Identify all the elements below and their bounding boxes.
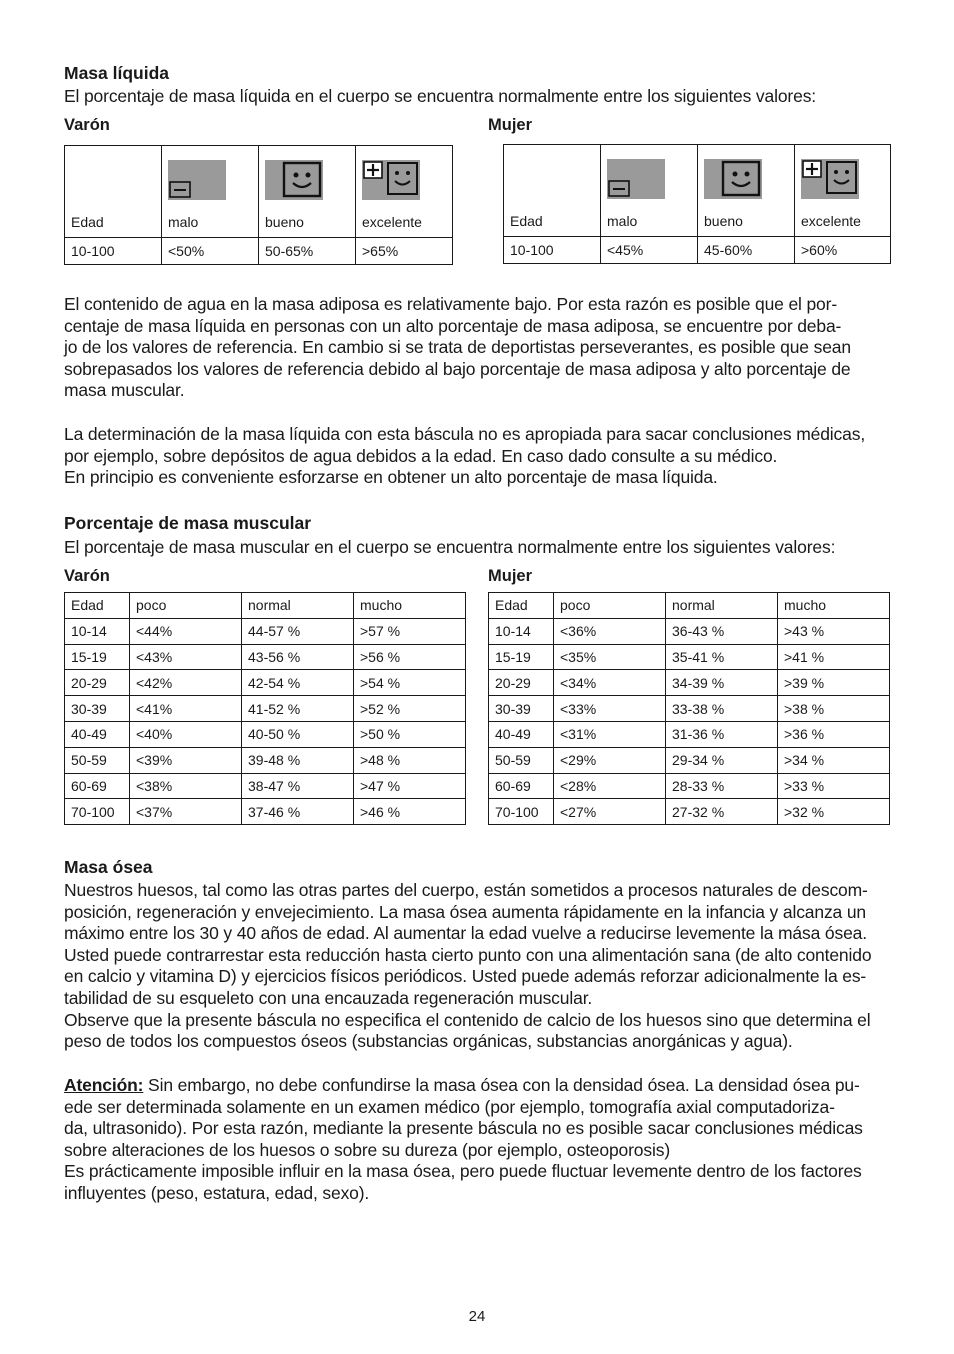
liquid-paragraph-2: La determinación de la masa líquida con esta báscula no es apropiada para sacar conclusiones médicas, por ejemplo, sobre depósitos de agua debidos a la edad. En caso dado consulte a su médico. En principio es conveniente esforzarse en obtener un alto porcentaje de masa líquida. xyxy=(64,424,866,488)
bone-attention-text: Sin embargo, no debe confundirse la masa ósea con la densidad ósea. La densidad ósea pu- ede ser determinada solamente en un examen médico (por ejemplo, tomografía axial computadoriza- da, ultrasonido). Por esta razón, mediante la presente báscula no es posible sacar conclusiones médicas sobre alteraciones de los huesos o sobre su dureza (por ejemplo, osteoporosis) Es prácticamente imposible influir en la masa ósea, pero puede fluctuar levemente dentro de los factores influyentes (peso, estatura, edad, sexo). xyxy=(64,1075,863,1203)
table-row xyxy=(65,670,466,696)
smiley-icon xyxy=(265,160,323,200)
cell: <39% xyxy=(130,747,242,773)
cell: 70-100 xyxy=(489,799,554,825)
table-row xyxy=(489,644,890,670)
table-row xyxy=(489,799,890,825)
liquid-female-label: Mujer xyxy=(488,116,533,134)
cell: >48 % xyxy=(354,747,466,773)
header-cell: malo xyxy=(162,146,259,238)
page-number: 24 xyxy=(468,1308,486,1325)
cell: <43% xyxy=(130,644,242,670)
cell: >36 % xyxy=(778,721,890,747)
cell: >43 % xyxy=(778,618,890,644)
cell: 10-14 xyxy=(489,618,554,644)
cell: 35-41 % xyxy=(666,644,778,670)
header-cell: malo xyxy=(601,145,698,237)
cell: 40-49 xyxy=(489,721,554,747)
table-row xyxy=(65,644,466,670)
cell: 28-33 % xyxy=(666,773,778,799)
liquid-intro: El porcentaje de masa líquida en el cuerpo se encuentra normalmente entre los siguientes valores: xyxy=(64,86,817,106)
cell: <31% xyxy=(554,721,666,747)
header-cell: Edad xyxy=(504,145,601,237)
table-row xyxy=(65,747,466,773)
cell: 30-39 xyxy=(65,696,130,722)
table-header-row xyxy=(489,593,890,619)
cell: >38 % xyxy=(778,696,890,722)
header-cell: excelente xyxy=(356,146,453,238)
cell: 50-65% xyxy=(259,238,356,265)
cell: 50-59 xyxy=(65,747,130,773)
cell: <42% xyxy=(130,670,242,696)
cell: 50-59 xyxy=(489,747,554,773)
cell: 31-36 % xyxy=(666,721,778,747)
muscle-male-label: Varón xyxy=(64,567,110,585)
cell: 27-32 % xyxy=(666,799,778,825)
cell: >57 % xyxy=(354,618,466,644)
cell: >41 % xyxy=(778,644,890,670)
cell: 45-60% xyxy=(698,237,795,264)
cell: >60% xyxy=(795,237,891,264)
cell: 20-29 xyxy=(489,670,554,696)
header-cell: Edad xyxy=(65,593,130,619)
header-cell: Edad xyxy=(65,146,162,238)
cell: >65% xyxy=(356,238,453,265)
cell: 37-46 % xyxy=(242,799,354,825)
table-row xyxy=(65,721,466,747)
cell: <44% xyxy=(130,618,242,644)
cell: 10-100 xyxy=(65,238,162,265)
cell: <40% xyxy=(130,721,242,747)
table-row xyxy=(65,238,453,265)
smiley-icon xyxy=(704,159,762,199)
cell: >54 % xyxy=(354,670,466,696)
cell: 10-14 xyxy=(65,618,130,644)
table-row xyxy=(504,237,891,264)
cell: <41% xyxy=(130,696,242,722)
cell: <27% xyxy=(554,799,666,825)
cell: <28% xyxy=(554,773,666,799)
cell: <36% xyxy=(554,618,666,644)
cell: <38% xyxy=(130,773,242,799)
header-cell: mucho xyxy=(778,593,890,619)
muscle-female-label: Mujer xyxy=(488,567,533,585)
table-row xyxy=(489,618,890,644)
header-cell: mucho xyxy=(354,593,466,619)
header-cell: excelente xyxy=(795,145,891,237)
cell: 39-48 % xyxy=(242,747,354,773)
cell: 60-69 xyxy=(65,773,130,799)
attention-label: Atención: xyxy=(64,1075,144,1095)
cell: <29% xyxy=(554,747,666,773)
header-cell: bueno xyxy=(698,145,795,237)
cell: 33-38 % xyxy=(666,696,778,722)
cell: >33 % xyxy=(778,773,890,799)
muscle-intro: El porcentaje de masa muscular en el cuerpo se encuentra normalmente entre los siguientes valores: xyxy=(64,537,836,557)
muscle-title: Porcentaje de masa muscular xyxy=(64,513,312,533)
cell: <50% xyxy=(162,238,259,265)
muscle-male-table xyxy=(64,592,466,825)
cell: 40-50 % xyxy=(242,721,354,747)
minus-icon xyxy=(168,160,226,200)
liquid-female-table xyxy=(503,144,891,264)
cell: 29-34 % xyxy=(666,747,778,773)
cell: 15-19 xyxy=(489,644,554,670)
liquid-male-label: Varón xyxy=(64,116,110,134)
cell: 36-43 % xyxy=(666,618,778,644)
header-cell: normal xyxy=(242,593,354,619)
header-cell: Edad xyxy=(489,593,554,619)
cell: 10-100 xyxy=(504,237,601,264)
cell: <45% xyxy=(601,237,698,264)
table-header-row xyxy=(65,593,466,619)
cell: <33% xyxy=(554,696,666,722)
table-row xyxy=(65,696,466,722)
bone-paragraph-1: Nuestros huesos, tal como las otras partes del cuerpo, están sometidos a procesos naturales de descom- posición, regeneración y envejecimiento. La masa ósea aumenta rápidamente en la infancia y alcanza un máximo entre los 30 y 40 años de edad. Al aumentar la edad vuelve a reducirse levemente la mása ósea. Usted puede contrarrestar esta reducción hasta cierto punto con una alimentación sana (de alto contenido en calcio y vitamina D) y ejercicios físicos periódicos. Usted puede además reforzar adicionalmente la es- tabilidad de su esqueleto con una encauzada regeneración muscular. Observe que la presente báscula no especifica el contenido de calcio de los huesos sino que determina el peso de todos los compuestos óseos (substancias orgánicas, substancias anorgánicas y agua). xyxy=(64,880,872,1052)
cell: >47 % xyxy=(354,773,466,799)
table-row xyxy=(65,618,466,644)
header-cell: bueno xyxy=(259,146,356,238)
cell: 44-57 % xyxy=(242,618,354,644)
bone-title: Masa ósea xyxy=(64,857,153,877)
header-cell: poco xyxy=(554,593,666,619)
cell: 30-39 xyxy=(489,696,554,722)
table-row xyxy=(489,721,890,747)
muscle-male-body xyxy=(65,618,466,824)
table-row xyxy=(489,773,890,799)
table-row xyxy=(489,670,890,696)
cell: <35% xyxy=(554,644,666,670)
cell: 43-56 % xyxy=(242,644,354,670)
cell: 41-52 % xyxy=(242,696,354,722)
muscle-female-body xyxy=(489,618,890,824)
cell: <34% xyxy=(554,670,666,696)
header-cell: normal xyxy=(666,593,778,619)
cell: >39 % xyxy=(778,670,890,696)
cell: 60-69 xyxy=(489,773,554,799)
plus-smiley-icon xyxy=(362,160,420,200)
table-row xyxy=(489,747,890,773)
plus-smiley-icon xyxy=(801,159,859,199)
cell: 38-47 % xyxy=(242,773,354,799)
liquid-title: Masa líquida xyxy=(64,63,170,83)
table-row xyxy=(65,799,466,825)
table-row xyxy=(65,773,466,799)
minus-icon xyxy=(607,159,665,199)
liquid-male-table xyxy=(64,145,453,265)
cell: 40-49 xyxy=(65,721,130,747)
bone-paragraph-2 xyxy=(64,1075,904,1205)
cell: >56 % xyxy=(354,644,466,670)
cell: >50 % xyxy=(354,721,466,747)
cell: <37% xyxy=(130,799,242,825)
cell: >32 % xyxy=(778,799,890,825)
liquid-paragraph-1: El contenido de agua en la masa adiposa es relativamente bajo. Por esta razón es posible que el por- centaje de masa líquida en personas con un alto porcentaje de masa adiposa, se encuentre por deba- jo de los valores de referencia. En cambio si se trata de deportistas perseverantes, es posible que sean sobrepasados los valores de referencia debido al bajo porcentaje de masa adiposa y alto porcentaje de masa muscular. xyxy=(64,294,851,401)
cell: >46 % xyxy=(354,799,466,825)
cell: 20-29 xyxy=(65,670,130,696)
cell: 70-100 xyxy=(65,799,130,825)
cell: >52 % xyxy=(354,696,466,722)
cell: 34-39 % xyxy=(666,670,778,696)
table-row xyxy=(489,696,890,722)
header-cell: poco xyxy=(130,593,242,619)
cell: 42-54 % xyxy=(242,670,354,696)
cell: >34 % xyxy=(778,747,890,773)
cell: 15-19 xyxy=(65,644,130,670)
muscle-female-table xyxy=(488,592,890,825)
